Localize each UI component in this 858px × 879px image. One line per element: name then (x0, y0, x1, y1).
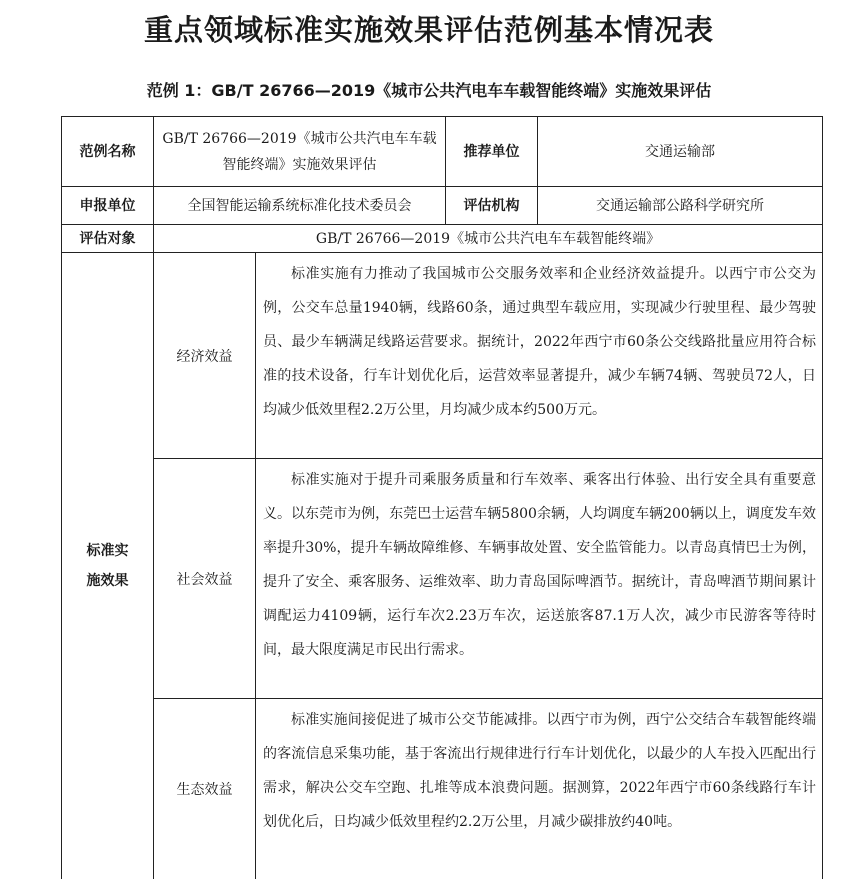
table-row (62, 253, 823, 459)
effect-description: 标准实施对于提升司乘服务质量和行车效率、乘客出行体验、出行安全具有重要意义。以东莞市为例，东莞巴士运营车辆5800余辆，人均调度车辆200辆以上，调度发车效率提升30%，提升车辆故障维修、车辆事故处置、安全监管能力。以青岛真情巴士为例，提升了安全、乘客服务、运维效率、助力青岛国际啤酒节。据统计，青岛啤酒节期间累计调配运力4109辆，运行车次2.23万车次，运送旅客87.1万人次，减少市民游客等待时间，最大限度满足市民出行需求。 (256, 459, 823, 699)
applicant-value: 全国智能运输系统标准化技术委员会 (154, 187, 446, 225)
case-name-value: GB/T 26766—2019《城市公共汽电车车载智能终端》实施效果评估 (154, 117, 446, 187)
object-value: GB/T 26766—2019《城市公共汽电车车载智能终端》 (154, 225, 823, 253)
recommender-value: 交通运输部 (538, 117, 823, 187)
case-name-label: 范例名称 (62, 117, 154, 187)
effects-label-text: 标准实施效果 (86, 542, 129, 589)
effect-category: 经济效益 (154, 253, 256, 459)
table-row (62, 117, 823, 187)
table-row (62, 225, 823, 253)
evaluator-label: 评估机构 (446, 187, 538, 225)
recommender-label: 推荐单位 (446, 117, 538, 187)
object-label: 评估对象 (62, 225, 154, 253)
document-subtitle: 范例 1：GB/T 26766—2019《城市公共汽电车车载智能终端》实施效果评估 (146, 81, 712, 100)
table-row (62, 699, 823, 879)
info-table (61, 116, 823, 879)
effects-label (62, 253, 154, 879)
effect-description: 标准实施间接促进了城市公交节能减排。以西宁市为例，西宁公交结合车载智能终端的客流信息采集功能，基于客流出行规律进行行车计划优化，以最少的人车投入匹配出行需求，解决公交车空跑、扎堆等成本浪费问题。据测算，2022年西宁市60条线路行车计划优化后，日均减少低效里程约2.2万公里，月减少碳排放约40吨。 (256, 699, 823, 879)
evaluator-value: 交通运输部公路科学研究所 (538, 187, 823, 225)
document-title: 重点领域标准实施效果评估范例基本情况表 (143, 13, 714, 47)
applicant-label: 申报单位 (62, 187, 154, 225)
effect-category: 生态效益 (154, 699, 256, 879)
table-row (62, 459, 823, 699)
effect-category: 社会效益 (154, 459, 256, 699)
effect-description: 标准实施有力推动了我国城市公交服务效率和企业经济效益提升。以西宁市公交为例，公交车总量1940辆，线路60条，通过典型车载应用，实现减少行驶里程、最少驾驶员、最少车辆满足线路运营要求。据统计，2022年西宁市60条公交线路批量应用符合标准的技术设备，行车计划优化后，运营效率显著提升，减少车辆74辆、驾驶员72人，日均减少低效里程2.2万公里，月均减少成本约500万元。 (256, 253, 823, 459)
table-row (62, 187, 823, 225)
